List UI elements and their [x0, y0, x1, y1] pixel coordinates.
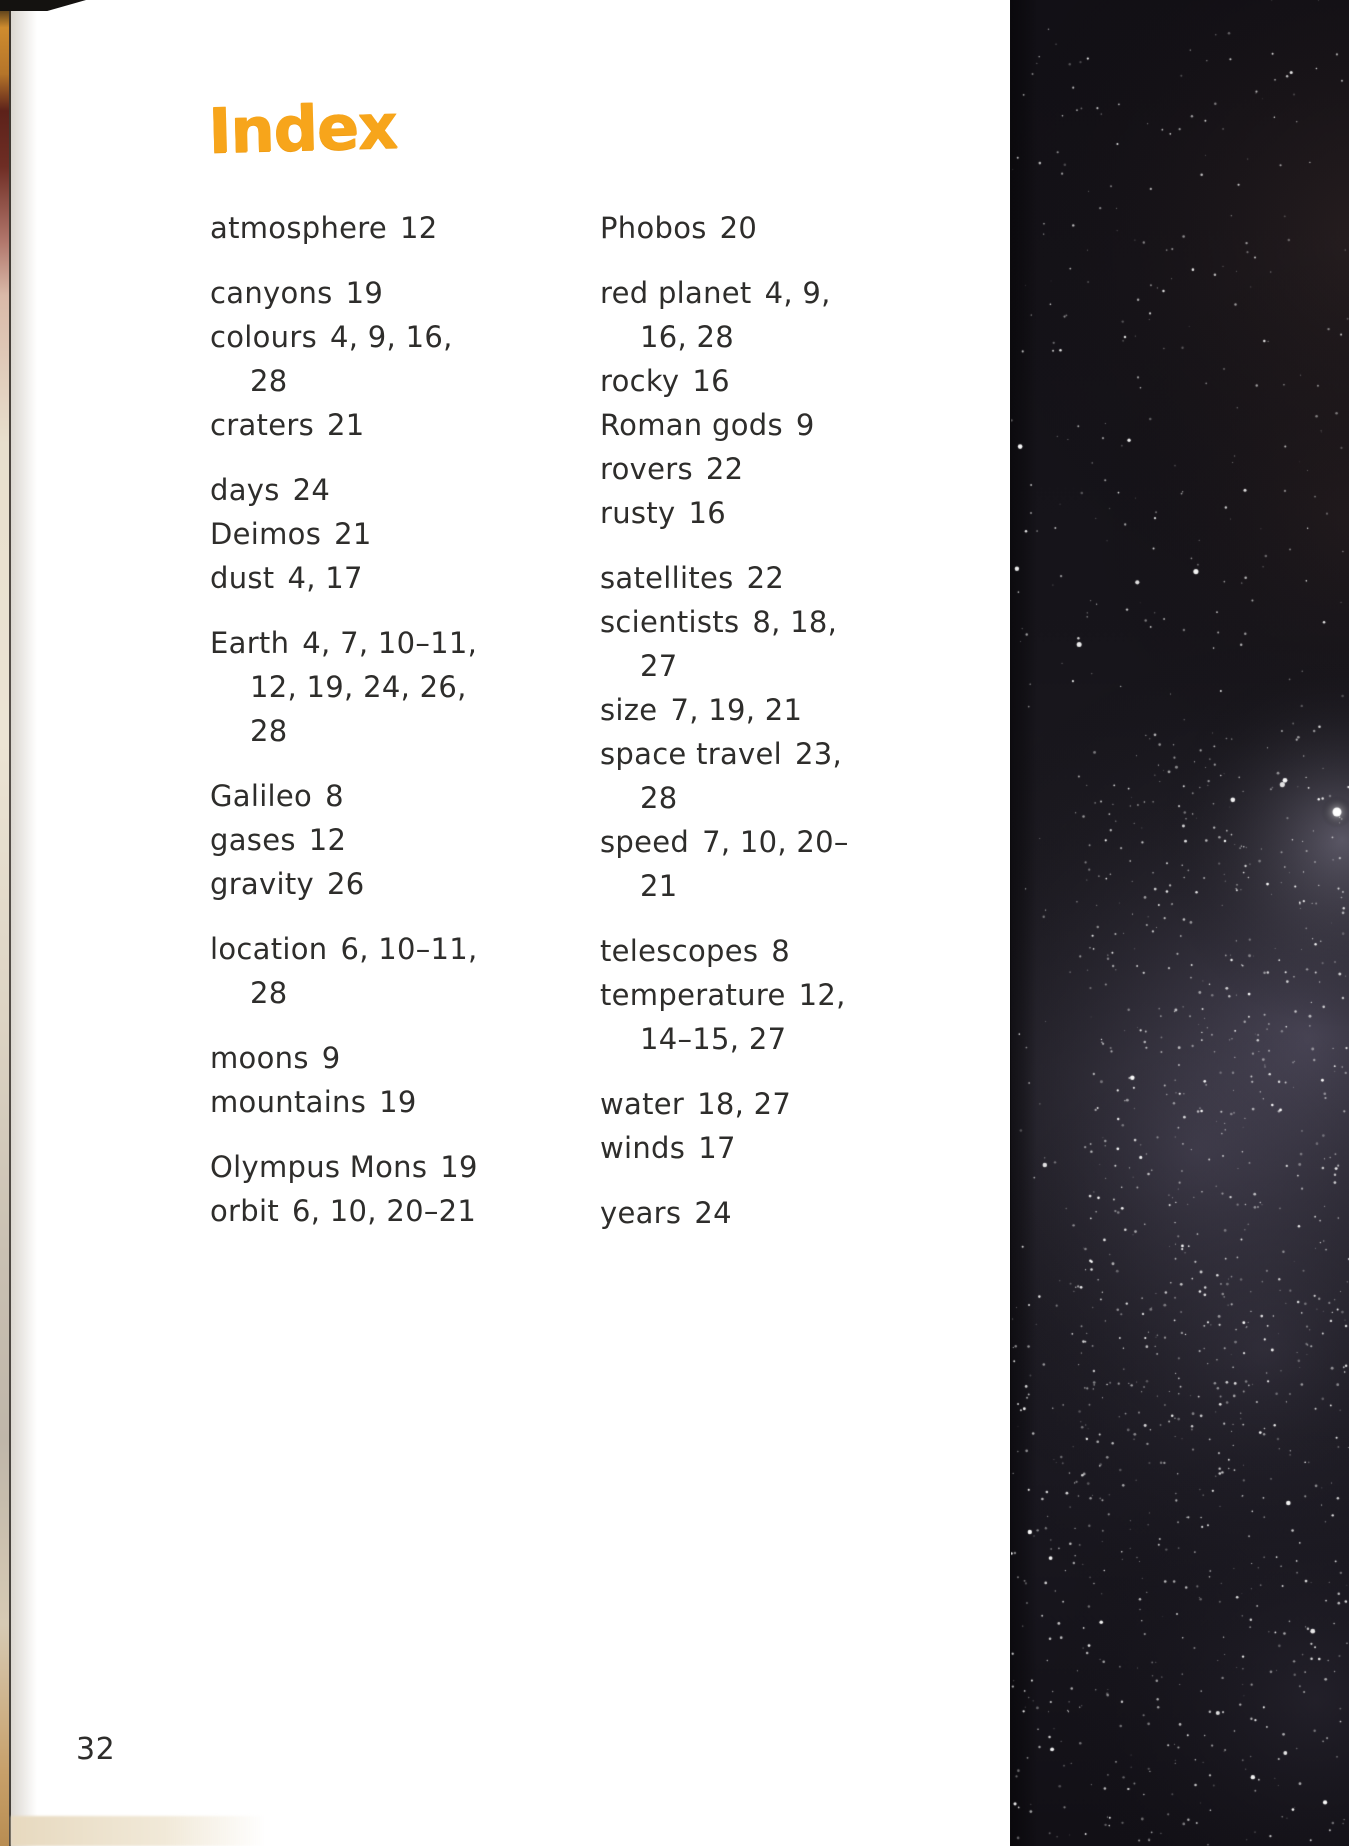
- index-pages: 9: [321, 1041, 341, 1075]
- milky-way-photo: [1011, 0, 1349, 1846]
- index-entry: [600, 973, 900, 1017]
- index-column-right: [600, 206, 900, 1235]
- page-edge-strip: [0, 0, 9, 1846]
- index-term: rusty: [600, 496, 676, 530]
- index-group: [210, 1036, 600, 1124]
- index-pages: 8, 18,: [752, 605, 838, 639]
- index-term: gravity: [210, 867, 314, 901]
- index-entry: [600, 732, 900, 776]
- index-group: [600, 929, 900, 1061]
- index-term: space travel: [600, 737, 783, 771]
- index-group: [600, 271, 900, 535]
- index-pages: 4, 17: [287, 561, 363, 595]
- index-term: canyons: [210, 276, 333, 310]
- index-entry: [210, 774, 600, 818]
- index-term: water: [600, 1087, 685, 1121]
- index-entry: [600, 688, 900, 732]
- index-entry: [600, 206, 900, 250]
- index-pages: 17: [698, 1131, 736, 1165]
- index-entry: [600, 820, 900, 864]
- index-group: [210, 774, 600, 906]
- index-term: craters: [210, 408, 314, 442]
- index-pages: 4, 9,: [764, 276, 831, 310]
- index-entry-continuation: 27: [640, 649, 678, 683]
- index-term: orbit: [210, 1194, 280, 1228]
- index-term: mountains: [210, 1085, 367, 1119]
- index-pages: 20: [719, 211, 758, 245]
- index-term: years: [600, 1196, 682, 1230]
- index-pages: 16: [692, 364, 730, 398]
- index-group: [600, 1082, 900, 1170]
- index-entry: [600, 447, 900, 491]
- index-entry: [210, 1036, 600, 1080]
- index-entry-continuation: 16, 28: [640, 320, 735, 354]
- index-pages: 19: [345, 276, 384, 310]
- index-term: Olympus Mons: [210, 1150, 428, 1184]
- index-group: [210, 271, 600, 447]
- index-group: [210, 1145, 600, 1233]
- index-pages: 4, 7, 10–11,: [302, 626, 478, 660]
- index-entry: [210, 1189, 600, 1233]
- index-pages: 24: [694, 1196, 732, 1230]
- index-column-left: [210, 206, 600, 1233]
- index-pages: 6, 10, 20–21: [292, 1194, 477, 1228]
- index-entry: [210, 403, 600, 447]
- index-pages: 21: [334, 517, 372, 551]
- index-term: Deimos: [210, 517, 322, 551]
- index-term: atmosphere: [210, 211, 387, 245]
- index-term: winds: [600, 1131, 686, 1165]
- index-term: red planet: [600, 276, 752, 310]
- index-entry: [600, 1126, 900, 1170]
- index-pages: 19: [379, 1085, 417, 1119]
- index-term: temperature: [600, 978, 786, 1012]
- index-entry: [210, 862, 600, 906]
- top-left-corner-shadow: [0, 0, 86, 11]
- index-pages: 12: [308, 823, 347, 857]
- index-entry: [210, 512, 600, 556]
- index-pages: 7, 19, 21: [670, 693, 803, 727]
- index-term: rocky: [600, 364, 680, 398]
- index-entry: [600, 491, 900, 535]
- index-entry: [210, 206, 600, 250]
- index-term: speed: [600, 825, 690, 859]
- index-entry-continuation: 14–15, 27: [640, 1022, 787, 1056]
- index-pages: 21: [326, 408, 365, 442]
- index-pages: 4, 9, 16,: [330, 320, 453, 354]
- index-term: Galileo: [210, 779, 313, 813]
- index-pages: 19: [440, 1150, 478, 1184]
- index-pages: 9: [795, 408, 815, 442]
- index-pages: 6, 10–11,: [340, 932, 478, 966]
- index-entry-continuation: 12, 19, 24, 26,: [250, 670, 467, 704]
- index-entry-continuation: 28: [250, 714, 288, 748]
- index-entry: [210, 468, 600, 512]
- index-term: Roman gods: [600, 408, 783, 442]
- index-term: gases: [210, 823, 296, 857]
- page-number: 32: [76, 1732, 116, 1767]
- index-group: [600, 556, 900, 908]
- index-pages: 23,: [795, 737, 843, 771]
- index-entry-continuation: 28: [250, 976, 288, 1010]
- index-entry: [210, 315, 600, 359]
- index-pages: 26: [326, 867, 365, 901]
- index-term: telescopes: [600, 934, 759, 968]
- index-entry: [210, 621, 600, 665]
- index-pages: 12: [400, 211, 438, 245]
- index-pages: 18, 27: [697, 1087, 792, 1121]
- index-entry: [600, 271, 900, 315]
- index-term: location: [210, 932, 328, 966]
- index-entry: [600, 359, 900, 403]
- index-entry: [210, 1080, 600, 1124]
- index-entry-continuation: 28: [250, 364, 288, 398]
- index-entry: [210, 1145, 600, 1189]
- index-term: dust: [210, 561, 275, 595]
- index-pages: 7, 10, 20–: [702, 825, 849, 859]
- index-group: [600, 1191, 900, 1235]
- index-term: size: [600, 693, 658, 727]
- index-entry: [210, 818, 600, 862]
- index-title: Index: [207, 89, 398, 168]
- index-entry: [600, 403, 900, 447]
- index-pages: 22: [705, 452, 744, 486]
- index-entry: [210, 271, 600, 315]
- index-entry-continuation: 28: [640, 781, 678, 815]
- index-term: moons: [210, 1041, 309, 1075]
- index-entry: [600, 1191, 900, 1235]
- index-term: Phobos: [600, 211, 707, 245]
- index-group: [600, 206, 900, 250]
- index-entry: [600, 600, 900, 644]
- index-term: days: [210, 473, 280, 507]
- index-entry: [600, 1082, 900, 1126]
- index-group: [210, 468, 600, 600]
- index-entry: [210, 927, 600, 971]
- index-entry-continuation: 21: [640, 869, 678, 903]
- index-term: scientists: [600, 605, 740, 639]
- bottom-left-page-shadow: [11, 1816, 266, 1846]
- index-pages: 22: [746, 561, 785, 595]
- index-group: [210, 927, 600, 1015]
- index-term: rovers: [600, 452, 693, 486]
- index-term: Earth: [210, 626, 290, 660]
- index-columns: [210, 206, 1010, 1233]
- index-pages: 8: [325, 779, 344, 813]
- index-pages: 24: [292, 473, 331, 507]
- index-term: satellites: [600, 561, 734, 595]
- page-edge-shadow: [11, 0, 37, 1846]
- index-entry: [210, 556, 600, 600]
- index-pages: 12,: [798, 978, 846, 1012]
- index-term: colours: [210, 320, 317, 354]
- index-group: [210, 206, 600, 250]
- index-entry: [600, 556, 900, 600]
- index-group: [210, 621, 600, 753]
- index-entry: [600, 929, 900, 973]
- index-pages: 16: [688, 496, 726, 530]
- index-pages: 8: [771, 934, 791, 968]
